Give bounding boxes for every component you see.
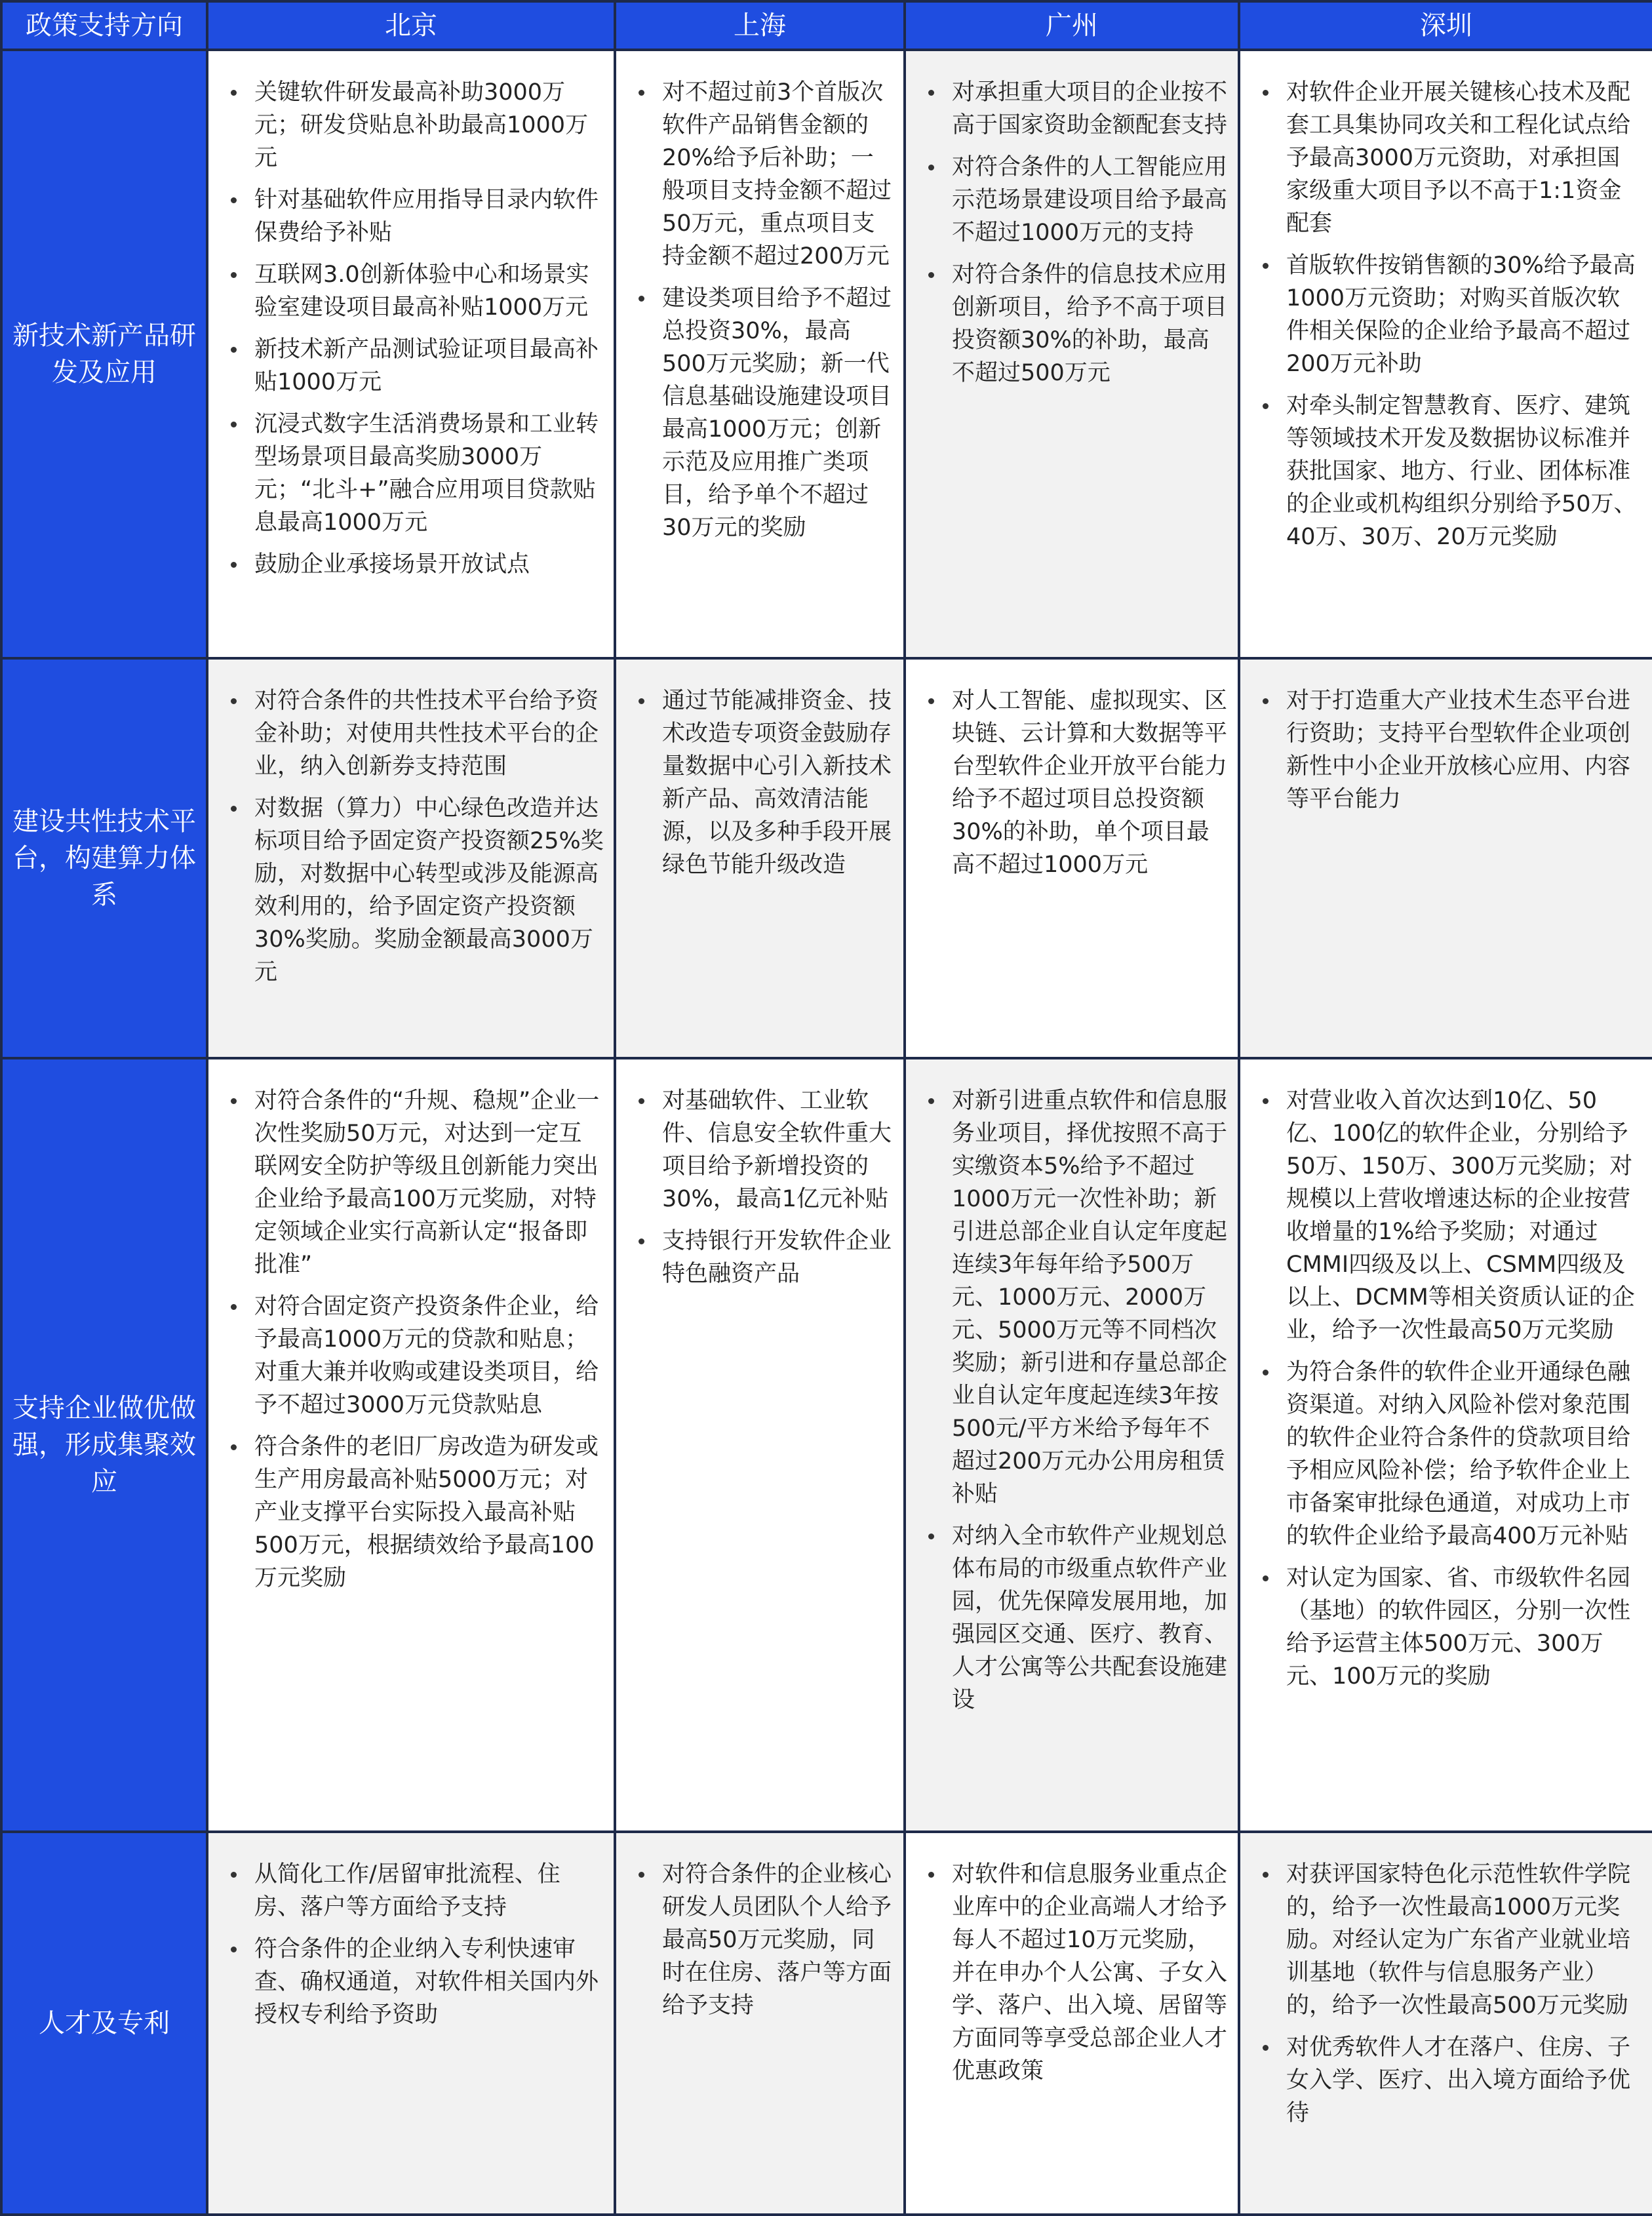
policy-item: 对牵头制定智慧教育、医疗、建筑等领域技术开发及数据协议标准并获批国家、地方、行业、团体标准的企业或机构组织分别给予50万、40万、30万、20万元奖励: [1248, 389, 1643, 553]
policy-item: 对人工智能、虚拟现实、区块链、云计算和大数据等平台型软件企业开放平台能力给予不超过项目总投资额30%的补助，单个项目最高不超过1000万元: [914, 684, 1229, 881]
policy-cell-shanghai: [615, 50, 905, 658]
policy-item: 对营业收入首次达到10亿、50亿、100亿的软件企业，分别给予50万、150万、300万元奖励；对规模以上营收增速达标的企业按营收增量的1%给予奖励；对通过CMMI四级及以上、CSMM四级及以上、DCMM等相关资质认证的企业，给予一次性最高50万元奖励: [1248, 1084, 1643, 1347]
policy-cell-shanghai: [615, 1832, 905, 2215]
policy-item: 新技术新产品测试验证项目最高补贴1000万元: [216, 333, 604, 399]
policy-item: 对认定为国家、省、市级软件名园（基地）的软件园区，分别一次性给予运营主体500万元、300万元、100万元的奖励: [1248, 1562, 1643, 1693]
row-direction-label: 人才及专利: [1, 1832, 207, 2215]
policy-item: 对优秀软件人才在落户、住房、子女入学、医疗、出入境方面给予优待: [1248, 2031, 1643, 2129]
header-city-beijing: 北京: [207, 1, 615, 50]
policy-item: 从简化工作/居留审批流程、住房、落户等方面给予支持: [216, 1858, 604, 1924]
policy-item: 对纳入全市软件产业规划总体布局的市级重点软件产业园，优先保障发展用地，加强园区交通、医疗、教育、人才公寓等公共配套设施建设: [914, 1520, 1229, 1716]
policy-item: 符合条件的企业纳入专利快速审查、确权通道，对软件相关国内外授权专利给予资助: [216, 1933, 604, 2031]
policy-item: 对于打造重大产业技术生态平台进行资助；支持平台型软件企业项创新性中小企业开放核心应用、内容等平台能力: [1248, 684, 1643, 816]
policy-item: 关键软件研发最高补助3000万元；研发贷贴息补助最高1000万元: [216, 76, 604, 174]
policy-item: 符合条件的老旧厂房改造为研发或生产用房最高补贴5000万元；对产业支撑平台实际投入最高补贴500万元，根据绩效给予最高100万元奖励: [216, 1431, 604, 1594]
table-row: [1, 658, 1652, 1058]
policy-cell-shenzhen: [1239, 50, 1652, 658]
row-direction-label: 支持企业做优做强，形成集聚效应: [1, 1058, 207, 1832]
policy-item: 对符合固定资产投资条件企业，给予最高1000万元的贷款和贴息；对重大兼并收购或建设类项目，给予不超过3000万元贷款贴息: [216, 1290, 604, 1421]
policy-cell-guangzhou: [905, 50, 1239, 658]
policy-item: 对基础软件、工业软件、信息安全软件重大项目给予新增投资的30%，最高1亿元补贴: [624, 1084, 894, 1216]
row-direction-label: 建设共性技术平台，构建算力体系: [1, 658, 207, 1058]
policy-item: 支持银行开发软件企业特色融资产品: [624, 1225, 894, 1290]
policy-cell-shanghai: [615, 1058, 905, 1832]
policy-item: 对软件和信息服务业重点企业库中的企业高端人才给予每人不超过10万元奖励，并在申办个人公寓、子女入学、落户、出入境、居留等方面同等享受总部企业人才优惠政策: [914, 1858, 1229, 2087]
policy-item: 为符合条件的软件企业开通绿色融资渠道。对纳入风险补偿对象范围的软件企业符合条件的贷款项目给予相应风险补偿；给予软件企业上市备案审批绿色通道，对成功上市的软件企业给予最高400万元补贴: [1248, 1356, 1643, 1553]
policy-item: 针对基础软件应用指导目录内软件保费给予补贴: [216, 184, 604, 249]
policy-item: 对新引进重点软件和信息服务业项目，择优按照不高于实缴资本5%给予不超过1000万元一次性补助；新引进总部企业自认定年度起连续3年每年给予500万元、1000万元、2000万元、5000万元等不同档次奖励；新引进和存量总部企业自认定年度起连续3年按500元/平方米给予每年不超过200万元办公用房租赁补贴: [914, 1084, 1229, 1511]
table-row: [1, 1832, 1652, 2215]
policy-cell-guangzhou: [905, 1832, 1239, 2215]
policy-cell-shanghai: [615, 658, 905, 1058]
policy-item: 互联网3.0创新体验中心和场景实验室建设项目最高补贴1000万元: [216, 258, 604, 324]
policy-item: 对承担重大项目的企业按不高于国家资助金额配套支持: [914, 76, 1229, 142]
header-city-shanghai: 上海: [615, 1, 905, 50]
header-city-guangzhou: 广州: [905, 1, 1239, 50]
policy-item: 通过节能减排资金、技术改造专项资金鼓励存量数据中心引入新技术新产品、高效清洁能源，以及多种手段开展绿色节能升级改造: [624, 684, 894, 881]
policy-cell-beijing: [207, 50, 615, 658]
table-row: [1, 50, 1652, 658]
policy-item: 首版软件按销售额的30%给予最高1000万元资助；对购买首版次软件相关保险的企业给予最高不超过200万元补助: [1248, 249, 1643, 380]
policy-item: 对符合条件的信息技术应用创新项目，给予不高于项目投资额30%的补助，最高不超过500万元: [914, 258, 1229, 389]
policy-cell-beijing: [207, 1058, 615, 1832]
policy-cell-guangzhou: [905, 1058, 1239, 1832]
policy-item: 对符合条件的共性技术平台给予资金补助；对使用共性技术平台的企业，纳入创新券支持范围: [216, 684, 604, 783]
policy-item: 沉浸式数字生活消费场景和工业转型场景项目最高奖励3000万元；“北斗+”融合应用项目贷款贴息最高1000万元: [216, 408, 604, 539]
table-header-row: [1, 1, 1652, 50]
policy-cell-shenzhen: [1239, 658, 1652, 1058]
header-direction: 政策支持方向: [1, 1, 207, 50]
policy-item: 鼓励企业承接场景开放试点: [216, 548, 604, 581]
policy-cell-shenzhen: [1239, 1832, 1652, 2215]
policy-cell-beijing: [207, 658, 615, 1058]
row-direction-label: 新技术新产品研发及应用: [1, 50, 207, 658]
policy-cell-guangzhou: [905, 658, 1239, 1058]
policy-item: 对获评国家特色化示范性软件学院的，给予一次性最高1000万元奖励。对经认定为广东省产业就业培训基地（软件与信息服务产业）的，给予一次性最高500万元奖励: [1248, 1858, 1643, 2022]
policy-cell-shenzhen: [1239, 1058, 1652, 1832]
policy-item: 对符合条件的“升规、稳规”企业一次性奖励50万元，对达到一定互联网安全防护等级且创新能力突出企业给予最高100万元奖励，对特定领域企业实行高新认定“报备即批准”: [216, 1084, 604, 1281]
policy-cell-beijing: [207, 1832, 615, 2215]
policy-item: 建设类项目给予不超过总投资30%，最高500万元奖励；新一代信息基础设施建设项目最高1000万元；创新示范及应用推广类项目，给予单个不超过30万元的奖励: [624, 282, 894, 544]
policy-item: 对符合条件的人工智能应用示范场景建设项目给予最高不超过1000万元的支持: [914, 151, 1229, 249]
header-city-shenzhen: 深圳: [1239, 1, 1652, 50]
policy-item: 对符合条件的企业核心研发人员团队个人给予最高50万元奖励，同时在住房、落户等方面给予支持: [624, 1858, 894, 2022]
policy-item: 对数据（算力）中心绿色改造并达标项目给予固定资产投资额25%奖励，对数据中心转型或涉及能源高效利用的，给予固定资产投资额30%奖励。奖励金额最高3000万元: [216, 792, 604, 989]
policy-item: 对不超过前3个首版次软件产品销售金额的20%给予后补助；一般项目支持金额不超过50万元，重点项目支持金额不超过200万元: [624, 76, 894, 273]
policy-item: 对软件企业开展关键核心技术及配套工具集协同攻关和工程化试点给予最高3000万元资助，对承担国家级重大项目予以不高于1:1资金配套: [1248, 76, 1643, 240]
table-row: [1, 1058, 1652, 1832]
